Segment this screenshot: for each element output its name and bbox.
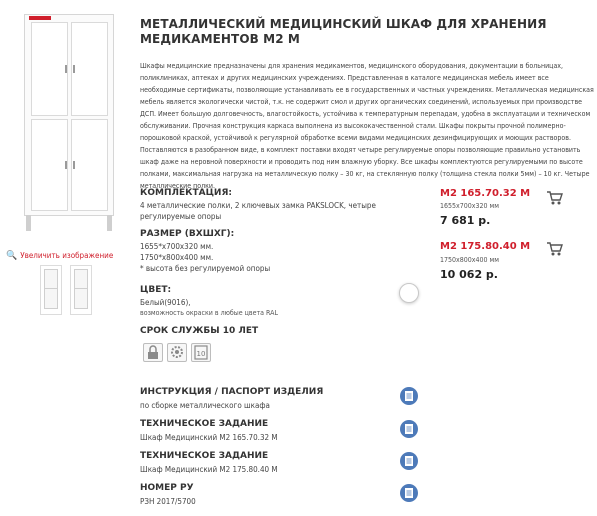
color-value: Белый(9016),	[140, 298, 191, 307]
doc-3-subtitle: Шкаф Медицинский М2 175.80.40 М	[140, 465, 278, 474]
zoom-link[interactable]	[6, 251, 113, 261]
cart-icon[interactable]	[546, 241, 564, 257]
variant-1-size: 1655х700х320 мм	[440, 202, 500, 210]
brand-logo-strip	[29, 16, 51, 20]
doc-1-subtitle: по сборке металлического шкафа	[140, 401, 270, 410]
document-icon[interactable]	[400, 484, 418, 502]
thumb-cabinet	[44, 269, 58, 309]
radio-toggle[interactable]	[399, 283, 419, 303]
document-icon[interactable]	[400, 452, 418, 470]
variant-2-size: 1750х800х400 мм	[440, 256, 500, 264]
product-main-image[interactable]	[24, 14, 114, 232]
document-icon[interactable]	[400, 420, 418, 438]
cabinet-door	[31, 119, 68, 211]
doc-1-title[interactable]: ИНСТРУКЦИЯ / ПАСПОРТ ИЗДЕЛИЯ	[140, 387, 324, 397]
size-label: РАЗМЕР (ВХШХГ):	[140, 229, 235, 239]
door-handle	[65, 65, 67, 73]
thumbnail-1[interactable]	[40, 265, 62, 315]
thumb-divider	[44, 288, 58, 289]
cabinet-leg	[107, 215, 112, 231]
cabinet-leg	[26, 215, 31, 231]
kit-label: КОМПЛЕКТАЦИЯ:	[140, 188, 232, 198]
size-note: * высота без регулируемой опоры	[140, 264, 271, 273]
variant-2-price: 10 062 р.	[440, 268, 498, 281]
cabinet-door	[71, 22, 108, 116]
color-note: возможность окраски в любые цвета RAL	[140, 309, 278, 317]
warranty-10-icon	[191, 343, 211, 362]
thumb-cabinet	[74, 269, 88, 309]
variant-1-price: 7 681 р.	[440, 214, 491, 227]
search-icon: 🔍	[6, 251, 18, 261]
doc-2-title[interactable]: ТЕХНИЧЕСКОЕ ЗАДАНИЕ	[140, 419, 269, 429]
doc-2-subtitle: Шкаф Медицинский М2 165.70.32 М	[140, 433, 278, 442]
page-title: МЕТАЛЛИЧЕСКИЙ МЕДИЦИНСКИЙ ШКАФ ДЛЯ ХРАНЕНИЯ МЕДИКАМЕНТОВ М2 М	[140, 17, 547, 46]
door-handle	[73, 161, 75, 169]
thumb-divider	[74, 288, 88, 289]
lock-icon	[143, 343, 163, 362]
color-label: ЦВЕТ:	[140, 285, 172, 295]
doc-4-title[interactable]: НОМЕР РУ	[140, 483, 194, 493]
cabinet-body	[24, 14, 114, 216]
size-line-1: 1655*х700х320 мм.	[140, 242, 214, 251]
doc-3-title[interactable]: ТЕХНИЧЕСКОЕ ЗАДАНИЕ	[140, 451, 269, 461]
kit-value: 4 металлические полки, 2 ключевых замка PAKSLOCK, четыре регулируемые опоры	[140, 201, 376, 221]
door-handle	[73, 65, 75, 73]
zoom-label: Увеличить изображение	[20, 251, 114, 260]
thumbnail-2[interactable]	[70, 265, 92, 315]
gear-certificate-icon	[167, 343, 187, 362]
size-line-2: 1750*х800х400 мм.	[140, 253, 214, 262]
cabinet-door	[31, 22, 68, 116]
doc-4-subtitle: РЗН 2017/5700	[140, 497, 196, 506]
svg-text:10: 10	[196, 350, 206, 358]
product-description: Шкафы медицинские предназначены для хранения медикаментов, медицинского оборудования, документации в больницах, поликлиниках, аптеках и других медицинских учреждениях. Представленная в каталоге медицинская мебель имеет все необходимые сертификаты, позволяющие устанавливать ее в государственных и частных учреждениях. Металлическая медицинская мебель является экологически чистой, т.к. не содержит смол и других органических соединений, используемых при производстве ДСП. Имеет большую долговечность, влагостойкость, устойчива к температурным перепадам, удобна в эксплуатации и техническом обслуживании. Прочная конструкция каркаса выполнена из высококачественной стали. Шкафы покрыты прочной полимерно-порошковой краской, устойчивой к регулярной обработке всеми видами медицинских дезинфицирующих и моющих растворов. Поставляются в разобранном виде, в комплект поставки входят четыре регулируемые опоры позволяющие правильно установить шкаф даже на неровной поверхности и проводить под ним влажную уборку. Все шкафы комплектуются регулируемыми по высоте полками, максимальная нагрузка на металлическую полку – 30 кг, на стеклянную полку (толщина стекла полки 5мм) – 10 кг. Четыре металлические полки.	[140, 62, 594, 190]
variant-1-model: М2 165.70.32 М	[440, 188, 531, 199]
service-life-label: СРОК СЛУЖБЫ 10 ЛЕТ	[140, 326, 259, 336]
document-icon[interactable]	[400, 387, 418, 405]
door-handle	[65, 161, 67, 169]
cabinet-door	[71, 119, 108, 211]
cart-icon[interactable]	[546, 190, 564, 206]
variant-2-model: М2 175.80.40 М	[440, 241, 531, 252]
